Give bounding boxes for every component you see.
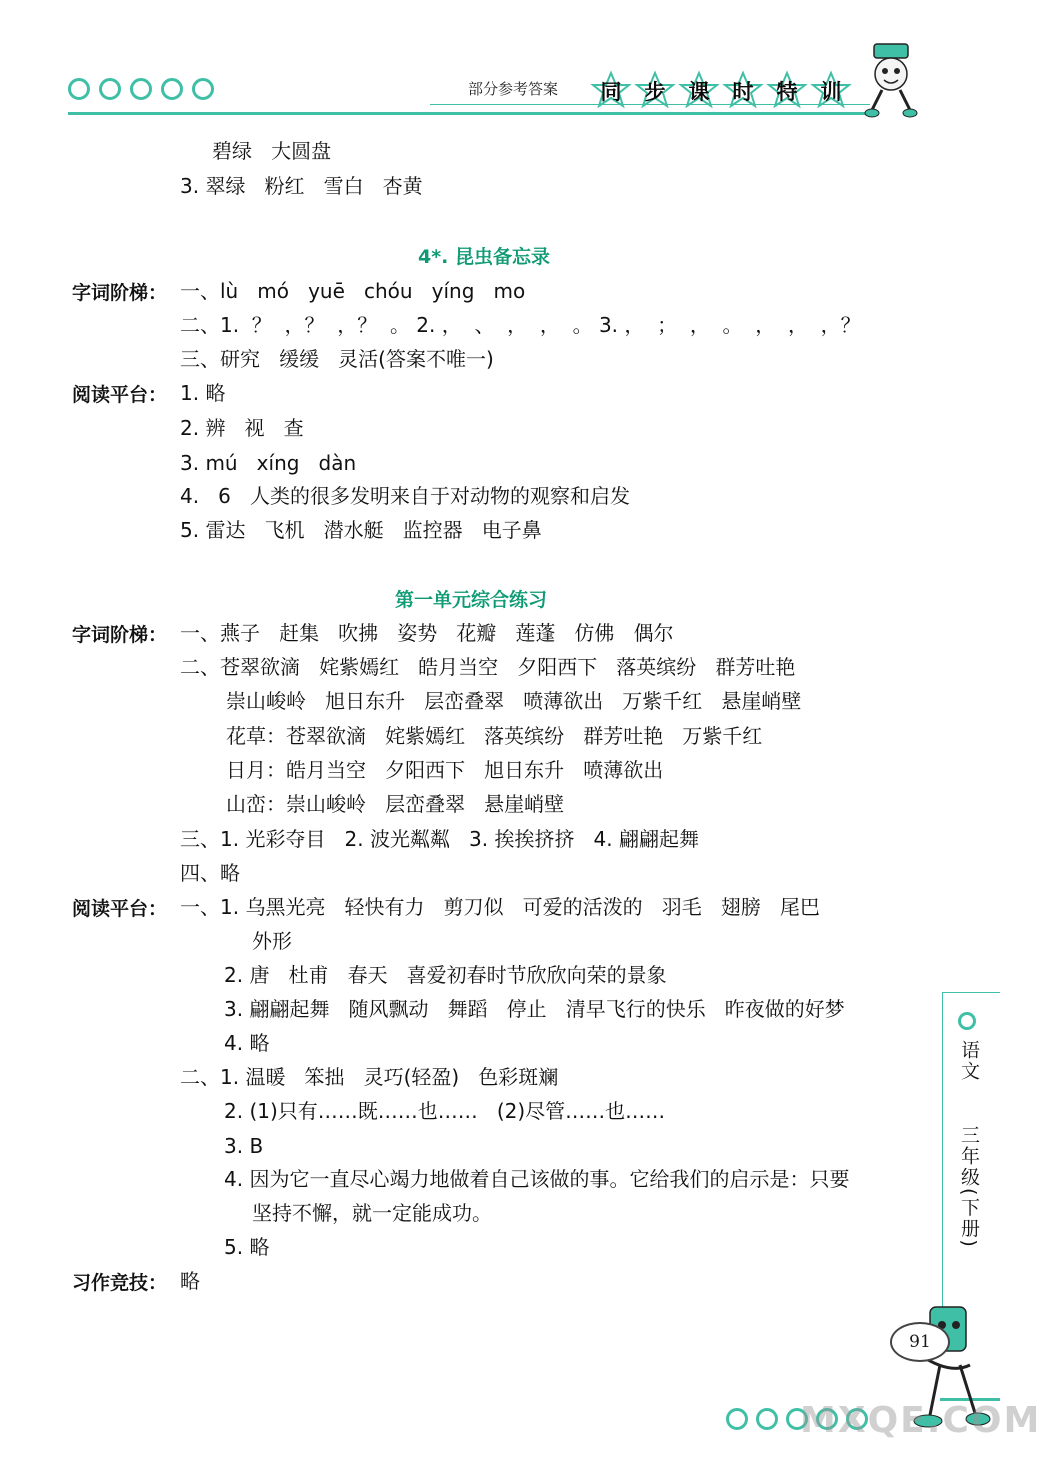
title-char: 时 (732, 80, 754, 104)
mascot-icon (862, 40, 922, 124)
star-icon (680, 72, 718, 108)
circle-decoration (192, 78, 214, 100)
text-line: 一、lù mó yuē chóu yíng mo (180, 279, 526, 303)
text-line: 坚持不懈，就一定能成功。 (252, 1201, 492, 1225)
text-line: 三、研究 缓缓 灵活(答案不唯一) (180, 347, 494, 371)
star-icon (636, 72, 674, 108)
text-line: 四、略 (180, 861, 240, 885)
text-line: 山峦：崇山峻岭 层峦叠翠 悬崖峭壁 (226, 792, 565, 816)
text-line: 二、1. 温暖 笨拙 灵巧(轻盈) 色彩斑斓 (180, 1065, 559, 1089)
text-line: 3. 翠绿 粉红 雪白 杏黄 (180, 174, 423, 198)
circle-decoration (161, 78, 183, 100)
title-char: 课 (688, 80, 710, 104)
text-line: 4. 6 人类的很多发明来自于对动物的观察和启发 (180, 484, 630, 508)
text-line: 三、1. 光彩夺目 2. 波光粼粼 3. 挨挨挤挤 4. 翩翩起舞 (180, 827, 699, 851)
section-title: 4*. 昆虫备忘录 (418, 246, 550, 268)
header-circles (68, 78, 214, 100)
text-line: 4. 因为它一直尽心竭力地做着自己该做的事。它给我们的启示是：只要 (224, 1167, 850, 1191)
text-line: 3. B (224, 1134, 264, 1158)
star-icon (724, 72, 762, 108)
title-char: 同 (600, 80, 622, 104)
circle-decoration (958, 1012, 976, 1030)
title-char: 步 (644, 80, 666, 104)
text-line: 略 (180, 1269, 200, 1293)
text-line: 一、1. 乌黑光亮 轻快有力 剪刀似 可爱的活泼的 羽毛 翅膀 尾巴 (180, 895, 820, 919)
header-rule (68, 112, 868, 115)
text-line: 2. 唐 杜甫 春天 喜爱初春时节欣欣向荣的景象 (224, 963, 667, 987)
section-label: 阅读平台： (72, 898, 168, 920)
star-icon (592, 72, 630, 108)
sidebar-subject: 语文 (958, 1040, 980, 1082)
section-title: 第一单元综合练习 (395, 589, 548, 611)
circle-decoration (756, 1408, 778, 1430)
sidebar-grade: 三年级(下册) (958, 1125, 980, 1249)
section-label: 习作竞技： (72, 1272, 168, 1294)
text-line: 3. 翩翩起舞 随风飘动 舞蹈 停止 清早飞行的快乐 昨夜做的好梦 (224, 997, 845, 1021)
text-line: 日月：皓月当空 夕阳西下 旭日东升 喷薄欲出 (226, 758, 664, 782)
circle-decoration (99, 78, 121, 100)
title-char: 特 (776, 80, 798, 104)
text-line: 5. 雷达 飞机 潜水艇 监控器 电子鼻 (180, 518, 542, 542)
text-line: 2. 辨 视 查 (180, 416, 304, 440)
circle-decoration (68, 78, 90, 100)
text-line: 一、燕子 赶集 吹拂 姿势 花瓣 莲蓬 仿佛 偶尔 (180, 621, 674, 645)
text-line: 4. 略 (224, 1031, 270, 1055)
star-icon (768, 72, 806, 108)
text-line: 2. (1)只有……既……也…… (2)尽管……也…… (224, 1099, 666, 1123)
circle-decoration (130, 78, 152, 100)
text-line: 3. mú xíng dàn (180, 451, 357, 475)
header-label: 部分参考答案 (468, 80, 559, 98)
text-line: 二、苍翠欲滴 姹紫嫣红 皓月当空 夕阳西下 落英缤纷 群芳吐艳 (180, 655, 796, 679)
circle-decoration (726, 1408, 748, 1430)
text-line: 花草：苍翠欲滴 姹紫嫣红 落英缤纷 群芳吐艳 万紫千红 (226, 724, 763, 748)
section-label: 阅读平台： (72, 384, 168, 406)
text-line: 5. 略 (224, 1235, 270, 1259)
text-line: 二、1. ？ ，？ ，？ 。 2. ， 、 ， ， 。 3. ， ； ， 。 ， ， ，？ (180, 313, 861, 337)
sidebar-rule (942, 992, 1000, 993)
section-label: 字词阶梯： (72, 282, 168, 304)
header-title (592, 72, 850, 108)
section-label: 字词阶梯： (72, 624, 168, 646)
page-number: 91 (890, 1322, 950, 1362)
text-line: 碧绿 大圆盘 (212, 139, 332, 163)
sidebar-vertical-rule (942, 992, 943, 1342)
star-icon (812, 72, 850, 108)
text-line: 外形 (252, 929, 292, 953)
watermark: MXQE.COM (800, 1400, 1041, 1441)
text-line: 崇山峻岭 旭日东升 层峦叠翠 喷薄欲出 万紫千红 悬崖峭壁 (226, 689, 802, 713)
title-char: 训 (820, 80, 842, 104)
text-line: 1. 略 (180, 381, 226, 405)
